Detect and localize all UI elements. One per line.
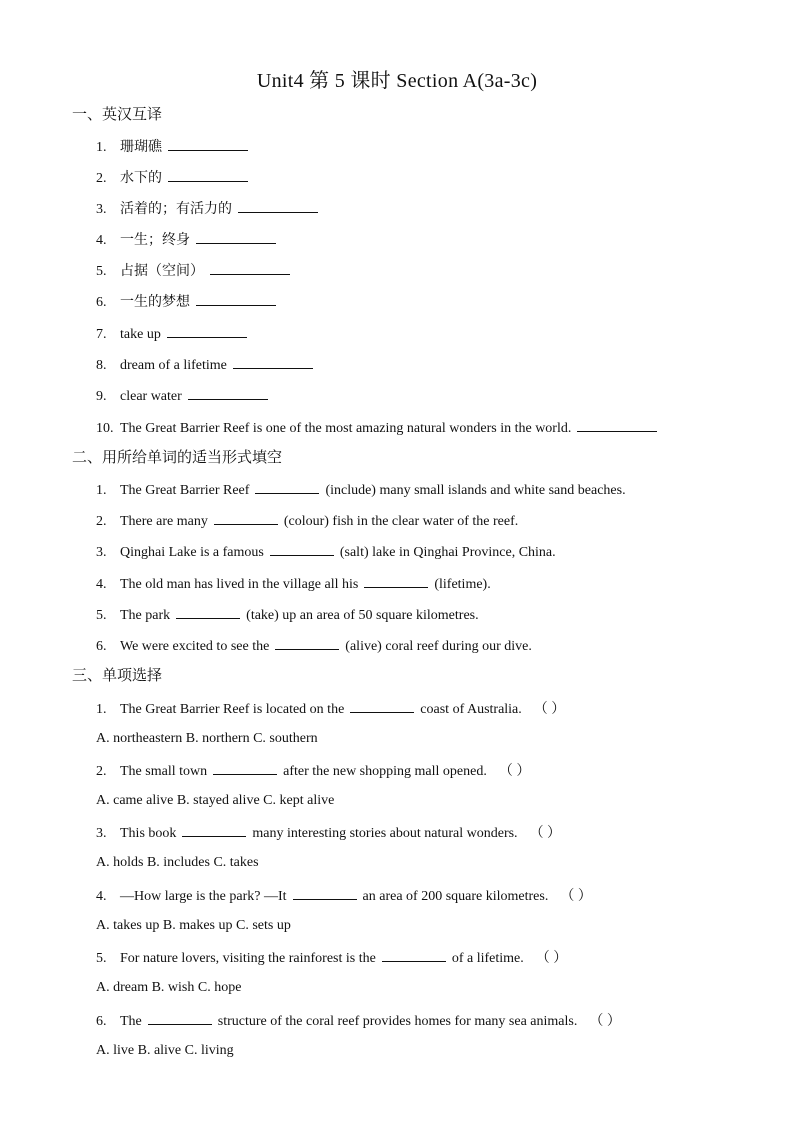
item-text: 一生；终身 [120, 233, 190, 248]
answer-blank[interactable] [188, 386, 268, 400]
question-text-before: The small town [120, 764, 208, 779]
item-text-after: (lifetime). [434, 577, 491, 592]
item-number: 8. [96, 358, 107, 373]
item-text-after: (include) many small islands and white sand beaches. [325, 483, 626, 498]
part1-item-4 [96, 230, 282, 250]
answer-blank[interactable] [270, 542, 334, 556]
answer-paren[interactable]: （ ） [535, 951, 568, 966]
answer-blank[interactable] [233, 355, 313, 369]
item-text: The Great Barrier Reef is one of the most amazing natural wonders in the world. [120, 421, 572, 436]
item-text: 占据（空间） [120, 264, 204, 279]
item-number: 5. [96, 951, 107, 966]
item-text-after: (alive) coral reef during our dive. [345, 639, 532, 654]
question-text-after: many interesting stories about natural wonders. [252, 826, 518, 841]
answer-paren[interactable]: （ ） [560, 889, 592, 904]
answer-blank[interactable] [182, 823, 246, 837]
part2-item-3 [96, 542, 556, 562]
item-number: 2. [96, 514, 107, 529]
answer-blank[interactable] [255, 480, 319, 494]
part2-item-2 [96, 511, 518, 531]
part3-question-6 [96, 1011, 621, 1031]
item-text-before: The park [120, 608, 171, 623]
question-text-before: This book [120, 826, 177, 841]
question-text-after: coast of Australia. [420, 702, 522, 717]
part3-question-1 [96, 699, 565, 719]
item-number: 9. [96, 389, 107, 404]
answer-blank[interactable] [196, 292, 276, 306]
part1-item-5 [96, 261, 296, 281]
answer-blank[interactable] [350, 699, 414, 713]
question-text-after: structure of the coral reef provides homes for many sea animals. [217, 1014, 578, 1029]
question-text-after: of a lifetime. [451, 951, 524, 966]
item-text: 一生的梦想 [120, 295, 190, 310]
item-number: 3. [96, 202, 107, 217]
item-text-before: The Great Barrier Reef [120, 483, 250, 498]
item-number: 1. [96, 702, 107, 717]
question-text-after: an area of 200 square kilometres. [362, 889, 549, 904]
item-number: 6. [96, 639, 107, 654]
part3-options-6: A. live B. alive C. living [96, 1043, 234, 1058]
answer-blank[interactable] [168, 137, 248, 151]
answer-blank[interactable] [213, 761, 277, 775]
part3-options-2: A. came alive B. stayed alive C. kept alive [96, 793, 335, 808]
answer-blank[interactable] [168, 168, 248, 182]
item-text: take up [120, 327, 161, 342]
page-title: Unit4 第 5 课时 Section A(3a-3c) [256, 70, 538, 92]
item-text: 珊瑚礁 [120, 140, 162, 155]
answer-blank[interactable] [364, 574, 428, 588]
part1-item-9 [96, 386, 274, 406]
answer-blank[interactable] [577, 418, 657, 432]
part1-item-6 [96, 292, 282, 312]
answer-blank[interactable] [196, 230, 276, 244]
answer-blank[interactable] [210, 261, 290, 275]
part1-item-2 [96, 168, 254, 188]
item-number: 1. [96, 140, 107, 155]
item-number: 2. [96, 764, 107, 779]
part3-options-4: A. takes up B. makes up C. sets up [96, 918, 291, 933]
item-number: 2. [96, 171, 107, 186]
item-number: 4. [96, 233, 107, 248]
part1-item-8 [96, 355, 319, 375]
item-number: 1. [96, 483, 107, 498]
item-text-before: There are many [120, 514, 208, 529]
answer-paren[interactable]: （ ） [533, 702, 566, 717]
item-number: 3. [96, 826, 107, 841]
part3-options-1: A. northeastern B. northern C. southern [96, 731, 318, 746]
part1-item-10 [96, 418, 663, 438]
item-number: 3. [96, 545, 107, 560]
item-number: 4. [96, 889, 107, 904]
item-number: 5. [96, 608, 107, 623]
part2-item-1 [96, 480, 626, 500]
item-number: 5. [96, 264, 107, 279]
item-text-after: (salt) lake in Qinghai Province, China. [339, 545, 556, 560]
section-heading-3: 三、单项选择 [72, 668, 163, 684]
item-text: clear water [120, 389, 182, 404]
item-text: dream of a lifetime [120, 358, 227, 373]
item-text-after: (take) up an area of 50 square kilometres. [246, 608, 479, 623]
part3-question-5 [96, 948, 567, 968]
item-number: 7. [96, 327, 107, 342]
item-number: 10. [96, 421, 114, 436]
answer-blank[interactable] [238, 199, 318, 213]
question-text-before: —How large is the park? —It [120, 889, 287, 904]
item-text-after: (colour) fish in the clear water of the reef. [283, 514, 519, 529]
part3-question-4 [96, 886, 592, 906]
part1-item-7 [96, 324, 253, 344]
part2-item-4 [96, 574, 491, 594]
answer-blank[interactable] [176, 605, 240, 619]
answer-blank[interactable] [167, 324, 247, 338]
answer-blank[interactable] [293, 886, 357, 900]
part3-options-5: A. dream B. wish C. hope [96, 980, 242, 995]
part1-item-3 [96, 199, 324, 219]
answer-paren[interactable]: （ ） [589, 1014, 621, 1029]
question-text-before: The [120, 1014, 142, 1029]
question-text-before: For nature lovers, visiting the rainforest is the [120, 951, 376, 966]
item-number: 4. [96, 577, 107, 592]
answer-blank[interactable] [214, 511, 278, 525]
section-heading-2: 二、用所给单词的适当形式填空 [72, 450, 283, 466]
question-text-before: The Great Barrier Reef is located on the [120, 702, 345, 717]
part3-question-2 [96, 761, 530, 781]
part2-item-6 [96, 636, 532, 656]
item-text-before: We were excited to see the [120, 639, 270, 654]
part3-options-3: A. holds B. includes C. takes [96, 855, 259, 870]
answer-blank[interactable] [382, 948, 446, 962]
section-heading-1: 一、英汉互译 [72, 107, 163, 123]
answer-paren[interactable]: （ ） [498, 764, 531, 779]
part2-item-5 [96, 605, 479, 625]
answer-blank[interactable] [275, 636, 339, 650]
item-text-before: Qinghai Lake is a famous [120, 545, 264, 560]
item-text: 活着的；有活力的 [120, 202, 232, 217]
part1-item-1 [96, 137, 254, 157]
answer-blank[interactable] [148, 1011, 212, 1025]
part3-question-3 [96, 823, 561, 843]
item-text: 水下的 [120, 171, 162, 186]
item-number: 6. [96, 1014, 107, 1029]
item-number: 6. [96, 295, 107, 310]
question-text-after: after the new shopping mall opened. [283, 764, 487, 779]
item-text-before: The old man has lived in the village all his [120, 577, 359, 592]
answer-paren[interactable]: （ ） [529, 826, 562, 841]
